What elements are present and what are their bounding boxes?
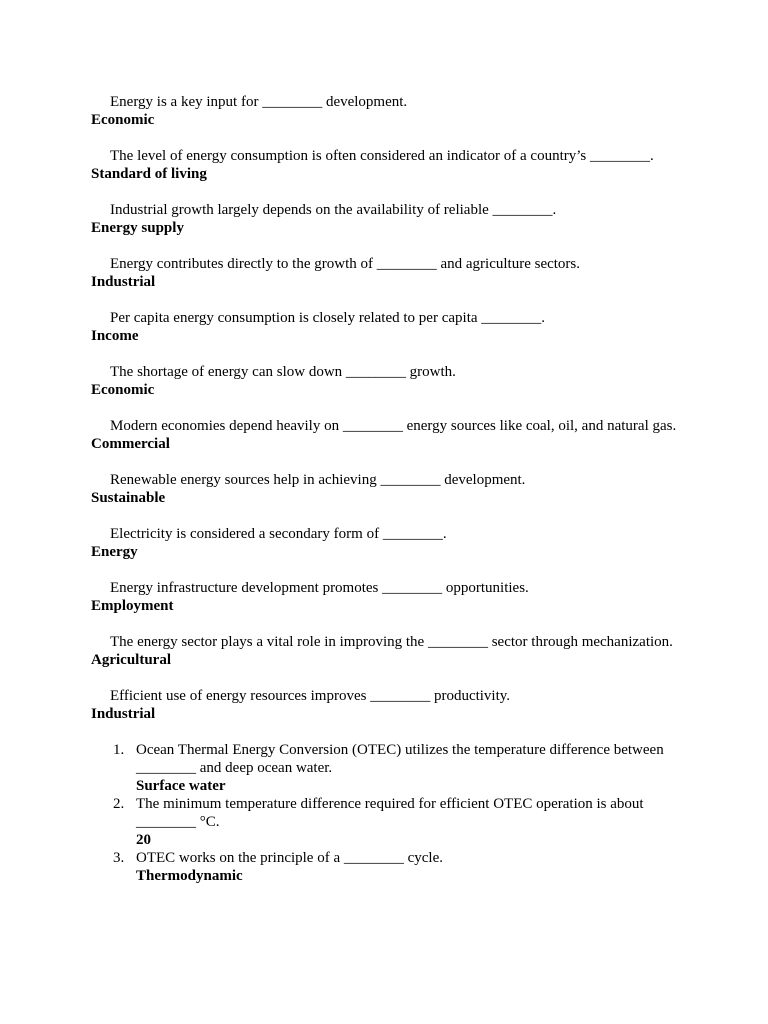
answer-text: Thermodynamic	[136, 868, 243, 884]
item-number: 2.	[113, 796, 125, 812]
question-text: Industrial growth largely depends on the availability of reliable ________.	[110, 202, 557, 218]
question-text: Energy is a key input for ________ development.	[110, 94, 408, 110]
question-text: Energy infrastructure development promotes ________ opportunities.	[110, 580, 529, 596]
item-number: 3.	[113, 850, 125, 866]
item-number: 1.	[113, 742, 125, 758]
answer-text: Employment	[91, 598, 174, 614]
qa-item-10	[91, 579, 691, 615]
answer-text: Standard of living	[91, 166, 207, 182]
qa-item-4	[91, 255, 691, 291]
answer-text: Economic	[91, 112, 155, 128]
question-text: OTEC works on the principle of a ________ cycle.	[136, 850, 444, 866]
question-text: Renewable energy sources help in achieving ________ development.	[110, 472, 526, 488]
qa-item-3	[91, 201, 691, 237]
question-text: Per capita energy consumption is closely related to per capita ________.	[110, 310, 546, 326]
qa-item-7	[91, 417, 691, 453]
answer-text: Economic	[91, 382, 155, 398]
qa-item-11	[91, 633, 691, 669]
question-text: The level of energy consumption is often considered an indicator of a country’s ________.	[110, 148, 654, 164]
qa-item-9	[91, 525, 691, 561]
qa-item-5	[91, 309, 691, 345]
qa-item-1	[91, 93, 691, 129]
question-text: The energy sector plays a vital role in improving the ________ sector through mechanization.	[110, 634, 673, 650]
qa-item-6	[91, 363, 691, 399]
answer-text: Industrial	[91, 706, 156, 722]
answer-text: Energy supply	[91, 220, 184, 236]
question-text: Modern economies depend heavily on ________ energy sources like coal, oil, and natural gas.	[110, 418, 677, 434]
answer-text: Agricultural	[91, 652, 171, 668]
numbered-item-3	[91, 849, 691, 885]
numbered-item-1	[91, 741, 691, 795]
answer-text: Sustainable	[91, 490, 166, 506]
question-text: Energy contributes directly to the growth of ________ and agriculture sectors.	[110, 256, 581, 272]
answer-text: 20	[136, 832, 151, 848]
qa-item-2	[91, 147, 691, 183]
question-text: The minimum temperature difference required for efficient OTEC operation is about ________ °C.	[136, 796, 644, 830]
answer-text: Industrial	[91, 274, 156, 290]
qa-item-8	[91, 471, 691, 507]
document-content	[91, 93, 691, 885]
answer-text: Income	[91, 328, 139, 344]
answer-text: Surface water	[136, 778, 226, 794]
question-text: Efficient use of energy resources improves ________ productivity.	[110, 688, 511, 704]
question-text: Electricity is considered a secondary form of ________.	[110, 526, 447, 542]
qa-item-12	[91, 687, 691, 723]
question-text: The shortage of energy can slow down ________ growth.	[110, 364, 456, 380]
answer-text: Commercial	[91, 436, 170, 452]
numbered-question-list	[91, 741, 691, 885]
answer-text: Energy	[91, 544, 138, 560]
numbered-item-2	[91, 795, 691, 849]
question-text: Ocean Thermal Energy Conversion (OTEC) utilizes the temperature difference between ________ and deep ocean water.	[136, 742, 664, 776]
